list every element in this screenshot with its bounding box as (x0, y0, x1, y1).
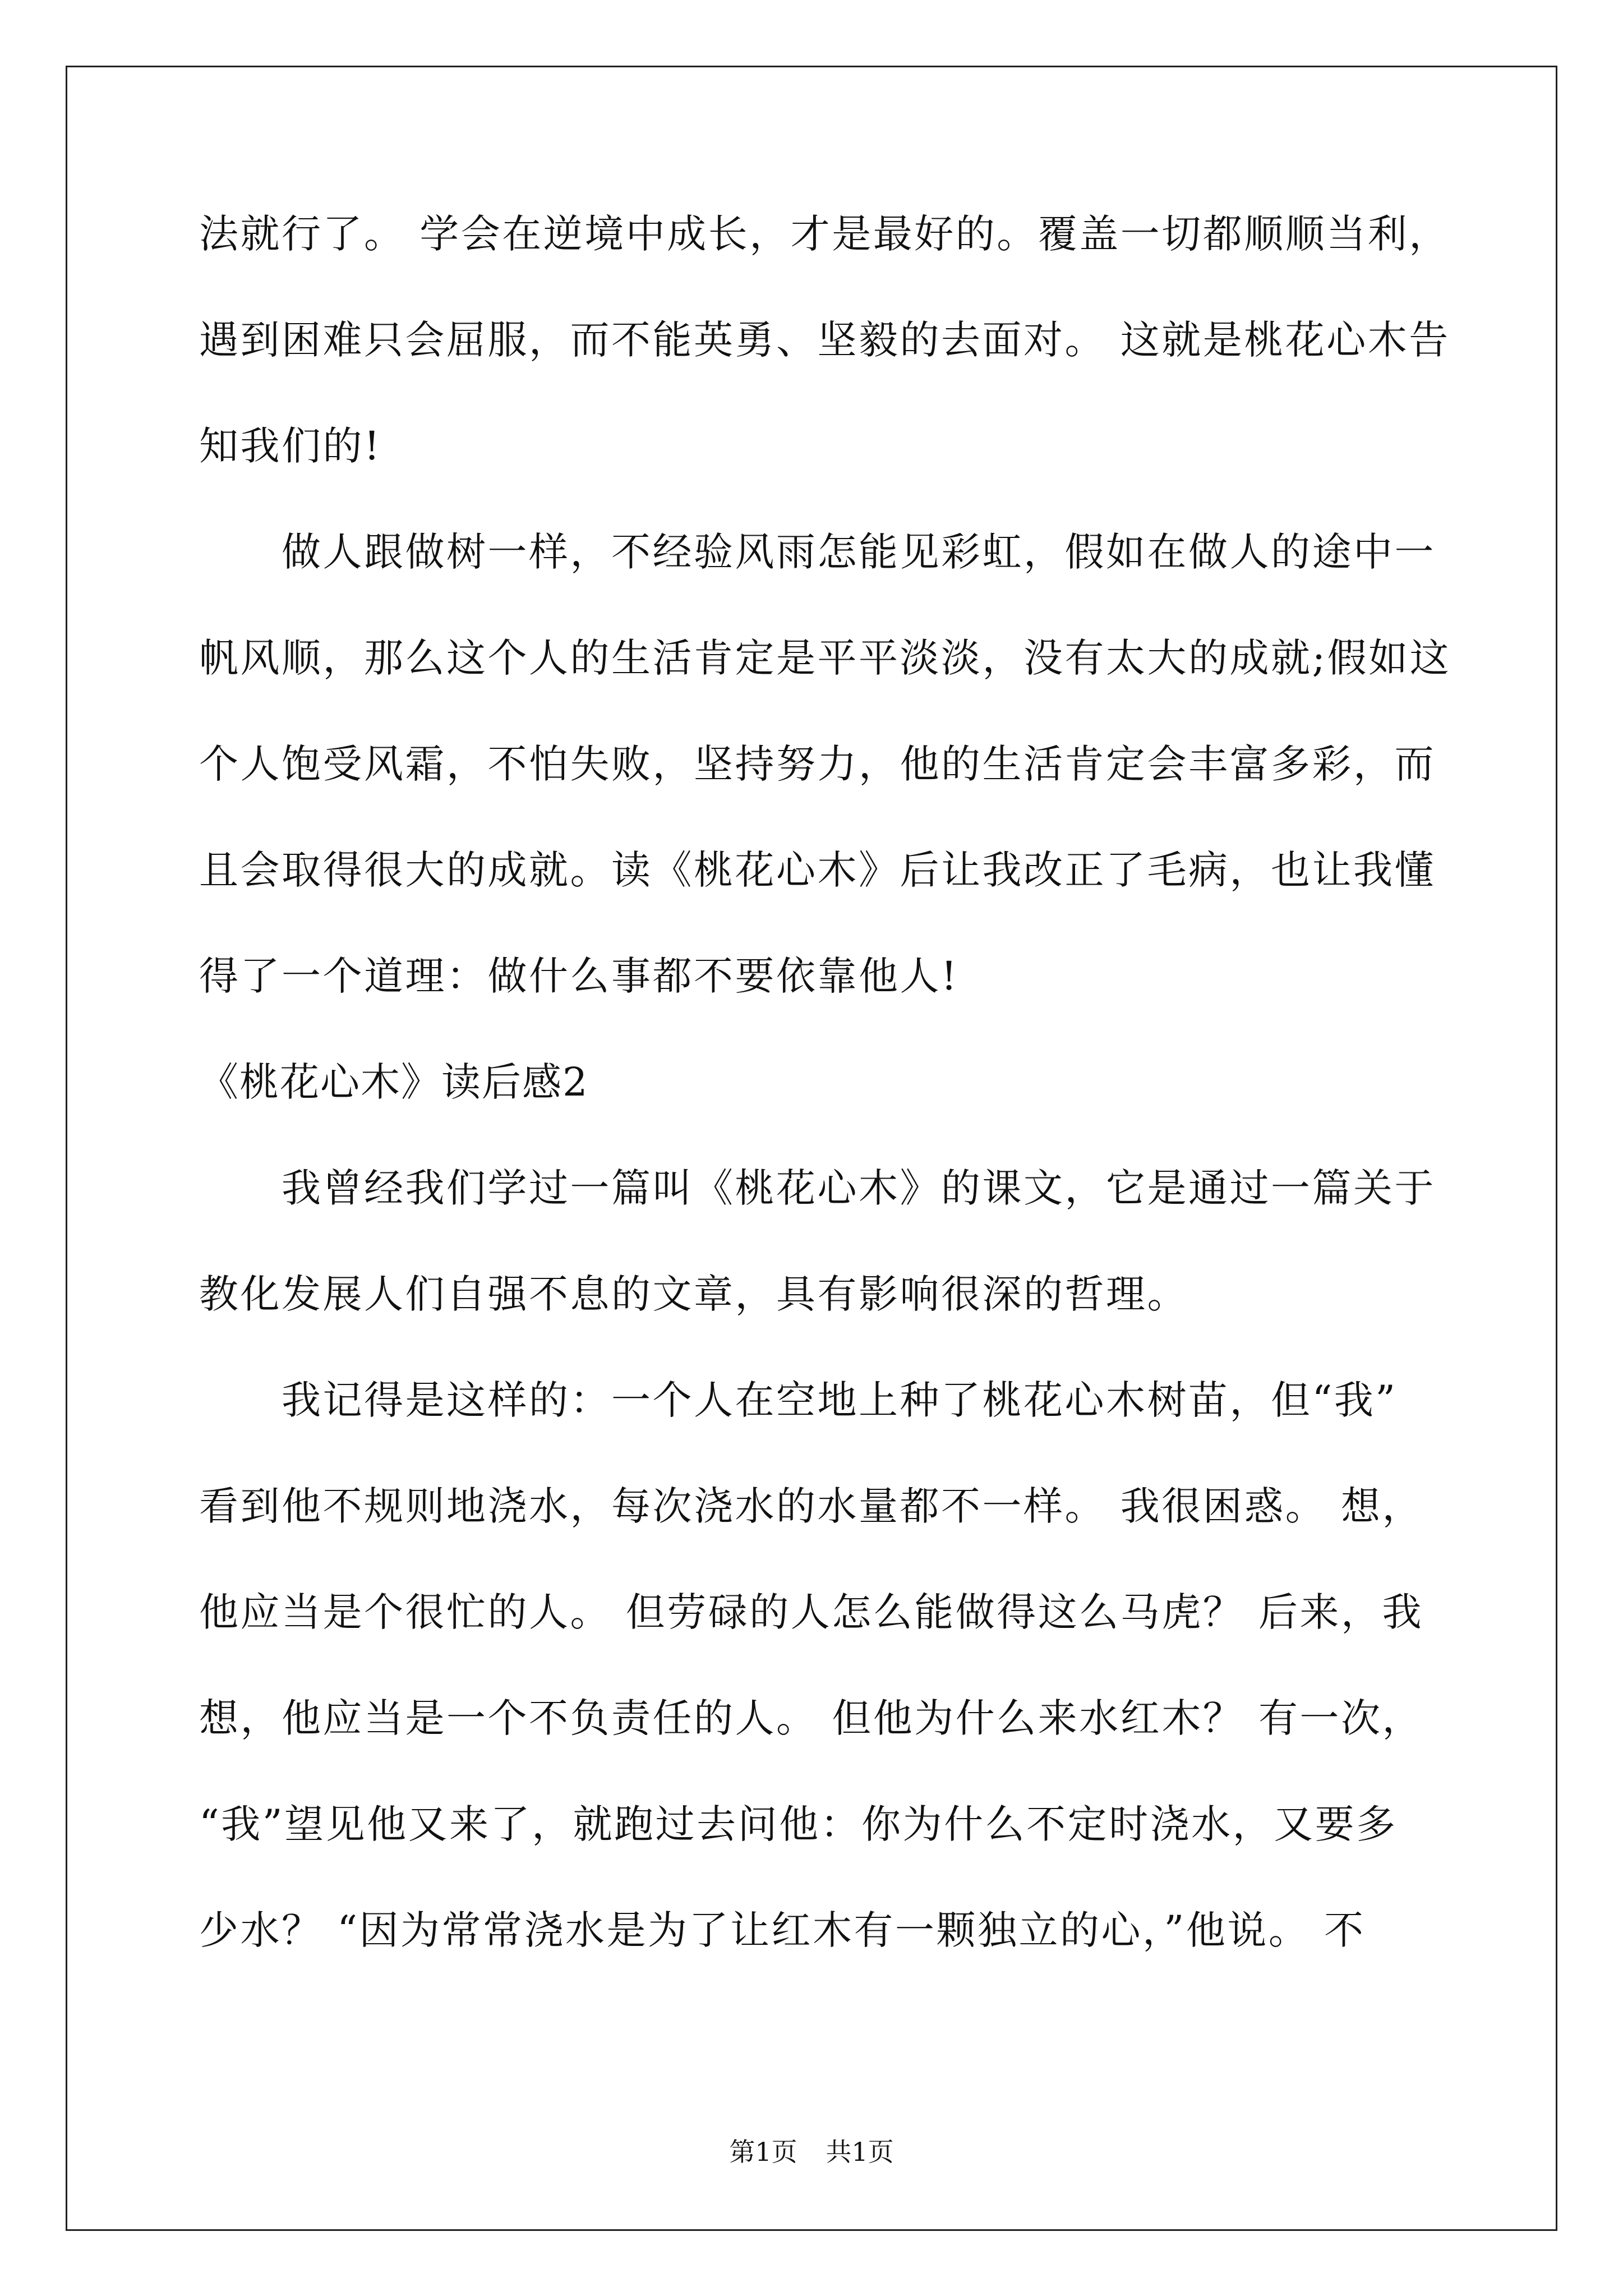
text-line: 遇到困难只会屈服，而不能英勇、坚毅的去面对。 这就是桃花心木告 (199, 317, 1450, 363)
paragraph-start-line: 我曾经我们学过一篇叫《桃花心木》的课文，它是通过一篇关于 (282, 1165, 1436, 1211)
paragraph-start-line: 我记得是这样的：一个人在空地上种了桃花心木树苗，但“我” (282, 1377, 1398, 1423)
text-line: 且会取得很大的成就。读《桃花心木》后让我改正了毛病，也让我懂 (199, 847, 1436, 893)
text-line: 少水？ “因为常常浇水是为了让红木有一颗独立的心，”他说。 不 (199, 1907, 1366, 1953)
text-line: 帆风顺，那么这个人的生活肯定是平平淡淡，没有太大的成就;假如这 (199, 635, 1451, 681)
document-body (199, 203, 1451, 2005)
text-line: 知我们的! (199, 423, 382, 469)
text-line: 他应当是个很忙的人。 但劳碌的人怎么能做得这么马虎？ 后来，我 (199, 1589, 1423, 1635)
paragraph-start-line: 做人跟做树一样，不经验风雨怎能见彩虹，假如在做人的途中一 (282, 529, 1436, 575)
text-line: 法就行了。 学会在逆境中成长，才是最好的。覆盖一切都顺顺当利， (199, 211, 1450, 257)
section-heading: 《桃花心木》读后感2 (199, 1059, 589, 1105)
page-footer (0, 2132, 1623, 2169)
text-line: 想，他应当是一个不负责任的人。 但他为什么来水红木？ 有一次， (199, 1695, 1423, 1741)
text-line: 教化发展人们自强不息的文章，具有影响很深的哲理。 (199, 1271, 1188, 1317)
text-line: 看到他不规则地浇水，每次浇水的水量都不一样。 我很困惑。 想， (199, 1483, 1423, 1529)
page-number-current: 第1页 (729, 2137, 797, 2167)
text-line: 个人饱受风霜，不怕失败，坚持努力，他的生活肯定会丰富多彩，而 (199, 741, 1436, 787)
text-line: 得了一个道理：做什么事都不要依靠他人! (199, 953, 959, 999)
text-line: “我”望见他又来了，就跑过去问他：你为什么不定时浇水，又要多 (199, 1801, 1398, 1847)
page-number-total: 共1页 (826, 2137, 894, 2167)
